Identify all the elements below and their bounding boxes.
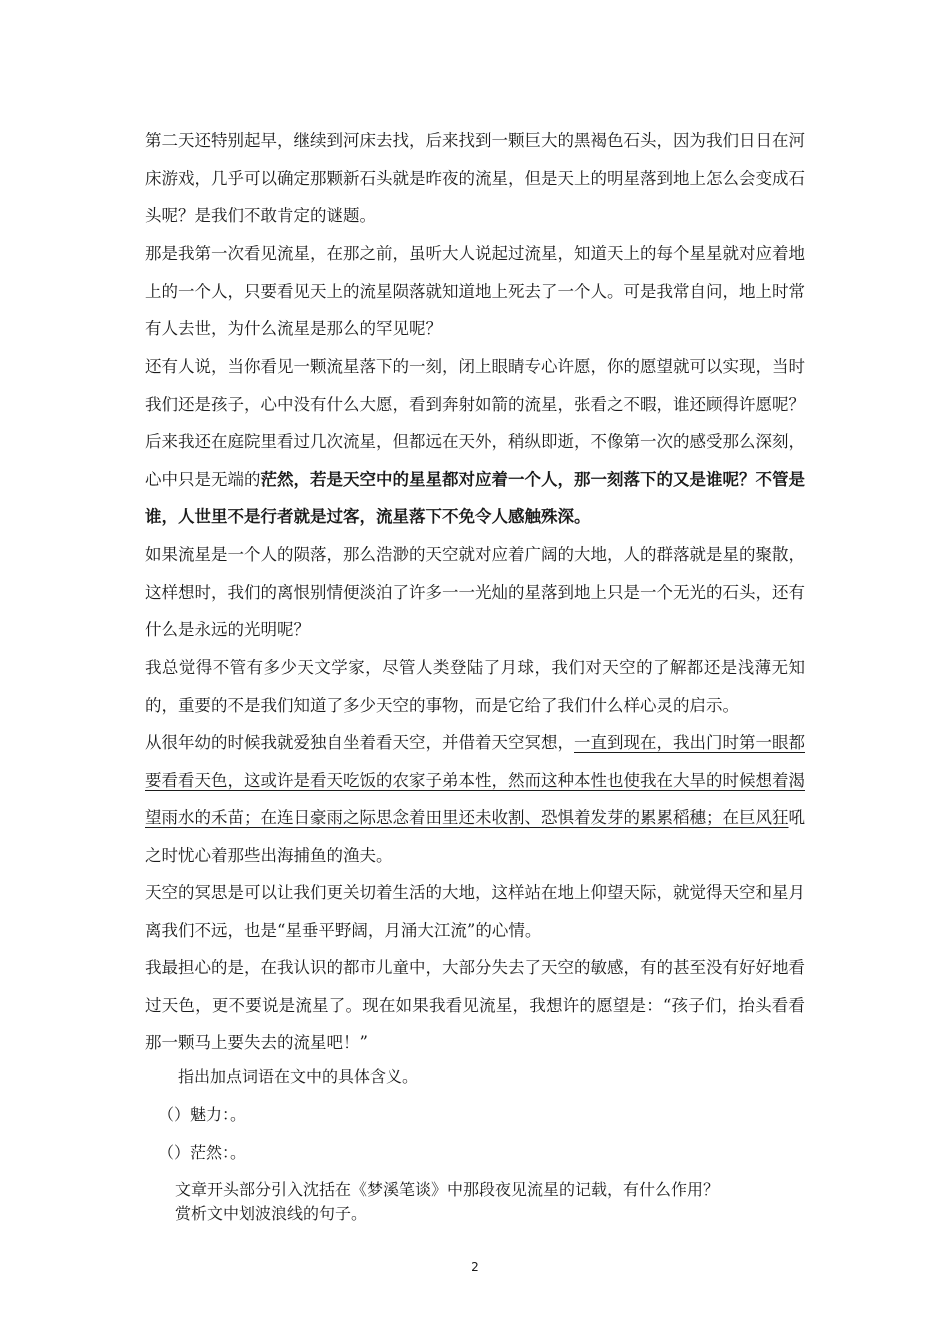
paragraph-3 (145, 348, 805, 536)
paragraph-text: 我总觉得不管有多少天文学家，尽管人类登陆了月球，我们对天空的了解都还是浅薄无知的，重要的不是我们知道了多少天空的事物，而是它给了我们什么样心灵的启示。 (145, 658, 805, 715)
question-1-item-a: （）魅力：。 (158, 1105, 247, 1124)
paragraph-8 (145, 949, 805, 1062)
paragraph-text: 第二天还特别起早，继续到河床去找，后来找到一颗巨大的黑褐色石头，因为我们日日在河床游戏，几乎可以确定那颗新石头就是昨夜的流星，但是天上的明星落到地上怎么会变成石头呢？是我们不敢肯定的谜题。 (145, 131, 805, 225)
paragraph-text: 我最担心的是，在我认识的都市儿童中，大部分失去了天空的敏感，有的甚至没有好好地看过天色，更不要说是流星了。现在如果我看见流星，我想许的愿望是：“孩子们，抬头看看那一颗马上要失去的流星吧！” (145, 958, 805, 1052)
paragraph-text: 还有人说，当你看见一颗流星落下的一刻，闭上眼睛专心许愿，你的愿望就可以实现，当时我们还是孩子，心中没有什么大愿，看到奔射如箭的流星，张看之不暇，谁还顾得许愿呢？后来我还在庭院里看过几次流星，但都远在天外，稍纵即逝，不像第一次的感受那么深刻，心中只是无端的 (145, 357, 805, 489)
question-2: 文章开头部分引入沈括在《梦溪笔谈》中那段夜见流星的记载，有什么作用？ (175, 1180, 720, 1199)
paragraph-text: 吼之时忧心着那些出海捕鱼的渔夫。 (145, 808, 805, 865)
paragraph-text: 那是我第一次看见流星，在那之前，虽听大人说起过流星，知道天上的每个星星就对应着地上的一个人，只要看见天上的流星陨落就知道地上死去了一个人。可是我常自问，地上时常有人去世，为什么流星是那么的罕见呢？ (145, 244, 805, 338)
paragraph-text: 天空的冥思是可以让我们更关切着生活的大地，这样站在地上仰望天际，就觉得天空和星月离我们不远，也是“星垂平野阔，月涌大江流”的心情。 (145, 883, 805, 940)
question-3: 赏析文中划波浪线的句子。 (175, 1204, 368, 1223)
paragraph-2 (145, 235, 805, 348)
question-1-item-b: （）茫然：。 (158, 1143, 247, 1162)
paragraph-5 (145, 649, 805, 724)
paragraph-1 (145, 122, 805, 235)
paragraph-text: 如果流星是一个人的陨落，那么浩渺的天空就对应着广阔的大地，人的群落就是星的聚散，这样想时，我们的离恨别情便淡泊了许多一一光灿的星落到地上只是一个无光的石头，还有什么是永远的光明呢？ (145, 545, 805, 639)
underlined-sentence: 一直到现在，我出门时第一眼都要看看天色，这或许是看天吃饭的农家子弟本性，然而这种本性也使我在大旱的时候想着渴望雨水的禾苗；在连日豪雨之际思念着田里还未收割、恐惧着发芽的累累稻穗；在巨风狂 (145, 733, 805, 827)
paragraph-text: 从很年幼的时候我就爱独自坐着看天空，并借着天空冥想， (145, 733, 574, 752)
page-number: 2 (471, 1260, 479, 1274)
paragraph-7 (145, 874, 805, 949)
question-1: 指出加点词语在文中的具体含义。 (178, 1067, 419, 1086)
paragraph-4 (145, 536, 805, 649)
paragraph-6 (145, 724, 805, 874)
bold-text: 茫然，若是天空中的星星都对应着一个人，那一刻落下的又是谁呢？不管是谁，人世里不是行者就是过客，流星落下不免令人感触殊深。 (145, 469, 805, 526)
